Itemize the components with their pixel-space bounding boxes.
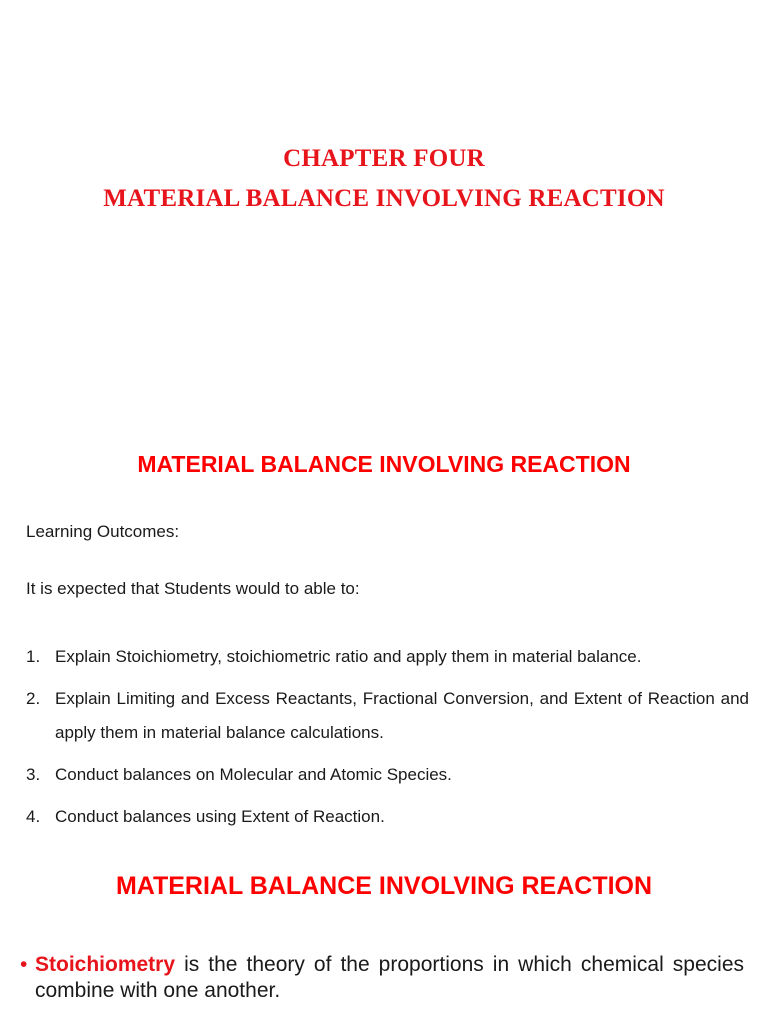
list-item [26,800,749,834]
learning-outcomes-slide-heading: MATERIAL BALANCE INVOLVING REACTION [137,451,631,477]
chapter-number-title: CHAPTER FOUR [283,145,485,172]
list-item-text: Conduct balances on Molecular and Atomic Species. [55,765,452,784]
list-item-number: 2. [26,689,41,708]
learning-outcomes-label: Learning Outcomes: [26,522,180,541]
list-item-number: 4. [26,807,41,826]
stoichiometry-slide-heading: MATERIAL BALANCE INVOLVING REACTION [115,872,653,900]
list-item-text: Explain Limiting and Excess Reactants, Fractional Conversion, and Extent of Reaction and apply them in material balance calculations. [55,689,749,742]
list-item-text: Conduct balances using Extent of Reaction. [55,807,385,826]
expectation-statement: It is expected that Students would to able to: [26,579,360,598]
list-item [26,758,749,792]
defined-term: Stoichiometry [35,953,176,976]
bullet-text [35,952,744,1004]
list-item [26,640,749,674]
list-item [26,682,749,750]
list-item-number: 1. [26,647,41,666]
chapter-subject-title: MATERIAL BALANCE INVOLVING REACTION [103,185,665,212]
learning-outcomes-list [26,640,749,842]
list-item-text: Explain Stoichiometry, stoichiometric ratio and apply them in material balance. [55,647,642,666]
definition-text: is the theory of the proportions in which chemical species combine with one another. [35,953,744,1002]
bullet-dot-icon: • [20,953,28,976]
list-item-number: 3. [26,765,41,784]
stoichiometry-definition-bullet [20,952,744,1004]
